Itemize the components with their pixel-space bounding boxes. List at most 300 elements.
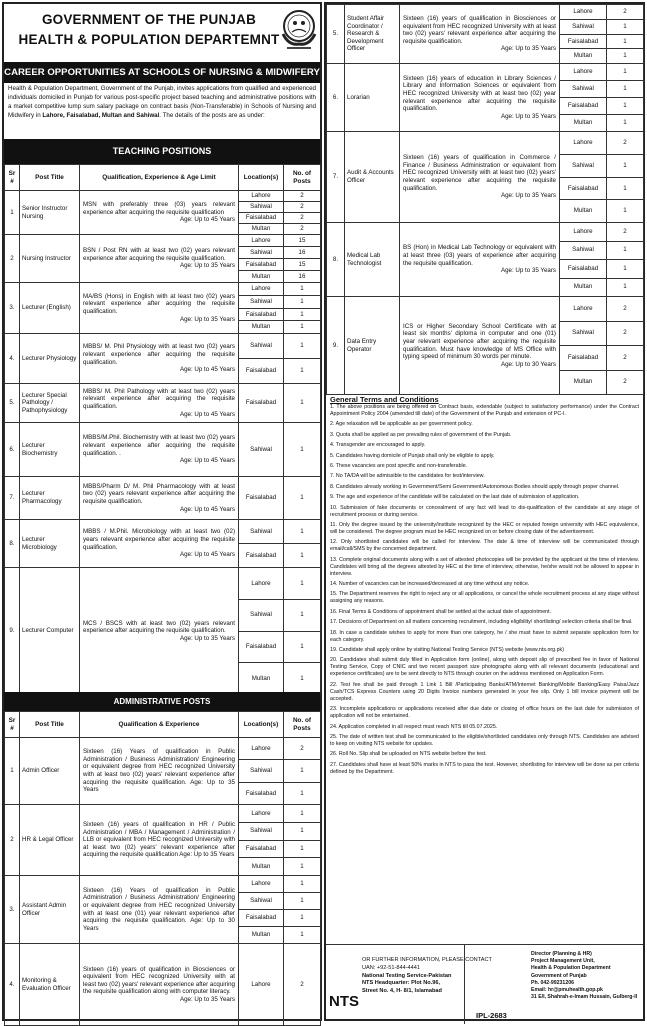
qualification-text: BSN / Post RN with at least two (02) years relevant experience after acquiring the requisite qualification.	[83, 247, 235, 262]
location: Faisalabad	[245, 789, 277, 797]
serial-number: 5.	[5, 384, 20, 423]
qualification-text: Sixteen (16) Years of qualification in Public Administration / Business Administration/ Engineering or equivalent degree from HEC recognized University with at least one (01) year relevant experience after acquiring the requisite qualification. Age: Up to 30 Years	[83, 886, 235, 932]
locations-cell	[560, 223, 607, 297]
term-item: 18. In case a candidate wishes to apply for more than one category, he / she must have to submit separate application form for each category.	[330, 629, 639, 643]
qualification-cell	[400, 297, 560, 395]
age-limit: Age: Up to 35 Years	[500, 192, 556, 200]
qualification-text: MA/BS (Hons) in English with at least two (02) years relevant experience after acquiring the requisite qualification.	[83, 292, 235, 315]
age-limit: Age: Up to 35 Years	[179, 634, 235, 642]
posts-cell	[284, 477, 321, 520]
qualification-text: MBBS/Pharm D/ M. Phil Pharmacology with at least two (02) years relevant experience after acquiring the requisite qualification.	[83, 482, 235, 505]
location: Sahiwal	[239, 247, 283, 259]
post-count: 1	[284, 334, 320, 359]
location: Sahiwal	[560, 242, 606, 261]
locations-cell	[239, 876, 284, 944]
location: Lahore	[239, 283, 283, 296]
post-count: 16	[298, 272, 306, 280]
post-title: Audit & Accounts Officer	[345, 132, 400, 223]
post-count: 2	[607, 297, 643, 322]
posts-cell	[284, 568, 321, 695]
locations-cell	[239, 334, 284, 384]
qualification-text: Sixteen (16) years of qualification in Commerce / Finance / Business Administration or equivalent from HEC recognized University with at least two (02) years' relevant experience after acquiring the requisite qualification.	[403, 154, 556, 192]
post-count: 1	[284, 893, 320, 910]
posts-cell	[284, 423, 321, 477]
post-count: 2	[300, 225, 304, 233]
location: Faisalabad	[239, 259, 283, 271]
location: Sahiwal	[239, 202, 283, 213]
post-count: 2	[284, 213, 320, 224]
post-count: 1	[284, 910, 320, 927]
location: Faisalabad	[239, 910, 283, 927]
post-count: 15	[284, 259, 320, 271]
qualification-cell	[80, 520, 239, 568]
serial-number: 9.	[327, 297, 345, 395]
post-count: 1	[623, 283, 627, 291]
location: Faisalabad	[245, 399, 277, 407]
post-count: 1	[300, 789, 304, 797]
qualification-text: Sixteen (16) years of education in Library Sciences / Library and Information Sciences or equivalent from HEC recognized University with at least two (02) year relevant experience after acquiring the requisite qualification.	[403, 74, 556, 113]
locations-cell	[560, 64, 607, 132]
contact-line: Street No. 4, H- 8/1, Islamabad	[362, 988, 442, 995]
post-count: 1	[284, 600, 320, 632]
location: Lahore	[239, 191, 283, 202]
nts-logo: NTS	[329, 993, 359, 1010]
qualification-cell	[80, 384, 239, 423]
qualification-cell	[80, 191, 239, 235]
term-item: 6. These vacancies are post specific and non-transferable.	[330, 462, 468, 469]
table-header-row	[5, 712, 321, 738]
post-count: 16	[284, 247, 320, 259]
qualification-text: Sixteen (16) years of qualification in Biosciences or equivalent from HEC recognized University with at least two (02) years' relevant experience after acquiring the requisite qualification.	[403, 15, 556, 45]
post-title: Senior Instructor Nursing	[20, 191, 80, 235]
posts-cell	[284, 283, 321, 334]
location: Faisalabad	[239, 841, 283, 859]
age-limit: Age: Up to 45 Years	[179, 410, 235, 418]
post-count: 2	[284, 202, 320, 213]
column-header: Location(s)	[239, 165, 284, 191]
location: Faisalabad	[245, 494, 277, 502]
posts-cell	[284, 876, 321, 944]
post-count: 1	[300, 323, 304, 331]
table-row	[5, 191, 321, 235]
post-count: 1	[300, 551, 304, 559]
intro-cities: Lahore, Faisalabad, Multan and Sahiwal	[42, 112, 160, 119]
qualification-cell	[400, 5, 560, 64]
term-item: 23. Incomplete applications or applications received after due date or closing of office hours on the last date for submission of application will not be entertained.	[330, 706, 639, 720]
post-count: 1	[284, 568, 320, 600]
serial-number: 4.	[5, 944, 20, 1026]
location: Multan	[251, 272, 271, 280]
location: Multan	[251, 225, 271, 233]
column-header: Location(s)	[239, 712, 284, 738]
location: Lahore	[239, 568, 283, 600]
term-item: 14. Number of vacancies can be increased/decreased at any time without any notice.	[330, 581, 530, 588]
location: Multan	[251, 931, 271, 939]
column-header: Qualification, Experience & Age Limit	[80, 165, 239, 191]
term-item: 15. The Department reserves the right to reject any or all applications, or cancel the whole recruitment process at any stage without assigning any reasons.	[330, 591, 639, 605]
address-line: Director (Planning & HR)	[531, 951, 592, 957]
qualification-text: BS (Hon) in Medical Lab Technology or equivalent with at least three (03) years of experience after acquiring the requisite qualification.	[403, 244, 556, 267]
address-line: Health & Population Department	[531, 965, 611, 972]
location: Sahiwal	[239, 296, 283, 309]
post-count: 1	[284, 520, 320, 544]
term-item: 12. Only shortlisted candidates will be called for interview. The date & time of interview will be communicated through email/call/SMS by the concerned department.	[330, 539, 639, 553]
post-title: Medical Lab Technologist	[345, 223, 400, 297]
locations-cell	[239, 423, 284, 477]
post-title: Lorarian	[345, 64, 400, 132]
posts-cell	[607, 64, 644, 132]
terms-section	[330, 396, 639, 779]
term-item: 24. Application completed in all respect must reach NTS till 05.07.2025.	[330, 723, 498, 730]
post-count: 1	[607, 81, 643, 98]
post-count: 2	[284, 738, 320, 760]
locations-cell	[239, 568, 284, 695]
post-count: 1	[623, 207, 627, 215]
serial-number: 5.	[327, 5, 345, 64]
age-limit: Age: Up to 35 Years	[179, 262, 235, 270]
post-title: Lecturer (English)	[20, 283, 80, 334]
location: Lahore	[239, 876, 283, 893]
term-item: 2. Age relaxation will be applicable as per government policy.	[330, 421, 473, 428]
locations-cell	[239, 520, 284, 568]
location: Faisalabad	[245, 551, 277, 559]
location: Sahiwal	[239, 520, 283, 544]
post-count: 1	[607, 98, 643, 115]
post-count: 2	[607, 346, 643, 371]
address-line: Project Management Unit,	[531, 958, 595, 965]
qualification-cell	[80, 876, 239, 944]
locations-cell	[239, 738, 284, 805]
intro-text-end: . The details of the posts are as under:	[159, 112, 265, 119]
location: Faisalabad	[560, 178, 606, 201]
location: Multan	[251, 674, 271, 682]
post-count: 1	[300, 931, 304, 939]
address-line: Ph. 042-99231206	[531, 979, 574, 986]
locations-cell	[560, 297, 607, 395]
posts-cell	[607, 5, 644, 64]
post-count: 1	[300, 367, 304, 375]
posts-cell	[284, 191, 321, 235]
contact-line: OR FURTHER INFORMATION, PLEASE CONTACT	[362, 957, 492, 963]
address-line: Government of Punjab	[531, 972, 587, 979]
qualification-cell	[80, 568, 239, 695]
serial-number: 3.	[5, 876, 20, 944]
post-count: 1	[607, 64, 643, 81]
table-row	[5, 805, 321, 876]
post-title: Lecturer Biochemistry	[20, 423, 80, 477]
table-row	[5, 944, 321, 1026]
serial-number: 1	[5, 738, 20, 805]
posts-cell	[607, 132, 644, 223]
intro-paragraph	[8, 84, 316, 120]
serial-number: 6.	[327, 64, 345, 132]
career-banner: CAREER OPPORTUNITIES AT SCHOOLS OF NURSING & MIDWIFERY	[4, 62, 320, 83]
location: Lahore	[239, 805, 283, 823]
term-item: 26. Roll No. Slip shall be uploaded on NTS website before the test.	[330, 751, 487, 758]
admin-heading: ADMINISTRATIVE POSTS	[4, 692, 320, 711]
header-line-1: GOVERNMENT OF THE PUNJAB	[41, 12, 257, 27]
location: Lahore	[560, 132, 606, 155]
term-item: 16. Final Terms & Conditions of appointment shall be settled at the actual date of appointment.	[330, 608, 552, 615]
table-row	[327, 132, 644, 223]
post-count: 2	[607, 322, 643, 347]
location: Multan	[251, 862, 271, 870]
post-title: Student Affair Coordinator / Research & Development Officer	[345, 5, 400, 64]
term-item: 10. Submission of fake documents or concealment of any fact will lead to dis-qualification of the candidate at any stage of recruitment process or during service.	[330, 504, 639, 518]
post-title: HR & Legal Officer	[20, 805, 80, 876]
footer	[326, 944, 643, 1024]
location: Faisalabad	[239, 309, 283, 322]
post-title: Lecturer Special Pathology / Pathophysiology	[20, 384, 80, 423]
location: Multan	[573, 52, 593, 60]
column-header: Sr #	[5, 165, 20, 191]
location: Sahiwal	[560, 155, 606, 178]
location: Lahore	[560, 64, 606, 81]
serial-number: 8.	[5, 520, 20, 568]
post-count: 1	[284, 823, 320, 841]
table-row	[5, 876, 321, 944]
location: Multan	[573, 207, 593, 215]
posts-cell	[284, 520, 321, 568]
location: Lahore	[560, 297, 606, 322]
serial-number: 2	[5, 235, 20, 283]
post-count: 2	[607, 223, 643, 242]
post-count: 1	[284, 632, 320, 664]
qualification-text: ICS or Higher Secondary School Certificate with at least six months' diploma in computer and one (01) year relevant experience after acquiring the requisite qualification. Must have knowledge of MS Office with typing speed of minimum 30 words per minute.	[403, 322, 556, 361]
term-item: 20. Candidates shall submit duly filled in Application form (online), along with deposit slip of prescribed fee in favor of National Testing Service, Copy of CNIC and two recent passport size photographs along with all relevant documents (educational and experience certificates) are to be sent directly to NTS through courier on the address mentioned on Application Form.	[330, 657, 639, 678]
serial-number: 3.	[5, 283, 20, 334]
location: Multan	[573, 283, 593, 291]
column-header: Post Title	[20, 165, 80, 191]
qualification-text: MCS / BSCS with at least two (02) years relevant experience after acquiring the requisite qualification.	[83, 619, 235, 635]
terms-heading: General Terms and Conditions	[330, 395, 439, 404]
post-count: 1	[607, 35, 643, 50]
address-line: Email: hr@pmuhealth.gop.pk	[531, 987, 603, 994]
posts-cell	[607, 223, 644, 297]
post-title: Assistant Admin Officer	[20, 876, 80, 944]
serial-number: 4.	[5, 334, 20, 384]
term-item: 8. Candidates already working in Government/Semi Government/Autonomous Bodies should apply through proper channel.	[330, 483, 620, 490]
location: Faisalabad	[245, 367, 277, 375]
post-count: 2	[607, 5, 643, 20]
location: Sahiwal	[239, 893, 283, 910]
contact-line: UAN: +92-51-844-4441	[362, 964, 420, 971]
post-count: 1	[284, 309, 320, 322]
serial-number: 2	[5, 805, 20, 876]
location: Sahiwal	[560, 20, 606, 35]
table-row	[5, 738, 321, 805]
locations-cell	[239, 191, 284, 235]
term-item: 22. Test fee shall be paid through 1 Link 1 Bill /Participating Banks/ATM/Internet Banking/Mobile Banking/Easy Paisa/Jazz Cash/TCS Express Counters using 20 Digits Invoice numbers generated in your fee slip. Only 1 bill invoice payment will be accepted.	[330, 681, 639, 702]
location: Lahore	[239, 235, 283, 247]
department-logo-icon	[279, 8, 319, 52]
qualification-cell	[400, 64, 560, 132]
posts-cell	[284, 738, 321, 805]
age-limit: Age: Up to 35 Years	[500, 267, 556, 275]
post-count: 1	[607, 178, 643, 201]
locations-cell	[239, 283, 284, 334]
qualification-cell	[80, 235, 239, 283]
location: Faisalabad	[560, 346, 606, 371]
age-limit: Age: Up to 35 Years	[179, 995, 235, 1003]
location: Sahiwal	[239, 760, 283, 782]
right-column	[324, 2, 645, 1021]
location: Faisalabad	[239, 213, 283, 224]
table-row	[5, 235, 321, 283]
locations-cell	[239, 235, 284, 283]
location: Faisalabad	[560, 35, 606, 50]
location: Lahore	[560, 5, 606, 20]
post-count: 1	[300, 862, 304, 870]
table-row	[5, 477, 321, 520]
table-row	[5, 423, 321, 477]
posts-cell	[607, 297, 644, 395]
post-count: 2	[607, 132, 643, 155]
term-item: 4. Transgender are encouraged to apply.	[330, 442, 426, 449]
term-item: 1. The above positions are being offered on Contract basis, extendable (subject to satisfactory performance) under the Contract Appointment Policy 2004 (amended till date) of the Government of the Punjab and extension of PC-I.	[330, 404, 639, 417]
post-count: 1	[623, 119, 627, 127]
column-header: No. of Posts	[284, 712, 321, 738]
locations-cell	[239, 944, 284, 1026]
post-count: 1	[300, 674, 304, 682]
table-row	[327, 5, 644, 64]
qualification-cell	[80, 423, 239, 477]
location: Sahiwal	[560, 322, 606, 347]
posts-cell	[284, 944, 321, 1026]
qualification-text: Sixteen (16) Years of qualification in Public Administration / Business Administration/ Engineering or equivalent degree from HEC recognized University with at least two (02) years' relevant experience after acquiring the requisite qualification. Age: Up to 35 Years	[83, 748, 235, 794]
serial-number: 7.	[5, 477, 20, 520]
posts-cell	[284, 334, 321, 384]
qualification-cell	[400, 223, 560, 297]
location: Lahore	[251, 980, 271, 988]
term-item: 13. Complete original documents along with a set of attested photocopies will be provided by the applicant at the time of interview. Candidates will bring all the degrees attested by HEC at the time of interview, otherwise, he/she would not be allowed to appear in interview.	[330, 556, 639, 577]
locations-cell	[239, 477, 284, 520]
post-count: 1	[300, 494, 304, 502]
post-count: 1	[284, 296, 320, 309]
contact-line: NTS Headquarter: Plot No.96,	[362, 980, 441, 987]
age-limit: Age: Up to 35 Years	[500, 45, 556, 53]
serial-number: 9.	[5, 568, 20, 695]
locations-cell	[239, 384, 284, 423]
locations-cell	[239, 805, 284, 876]
location: Faisalabad	[239, 632, 283, 664]
term-item: 17. Decisions of Department on all matters concerning recruitment, including eligibility/ shortlisting/ selection criteria shall be final.	[330, 619, 633, 626]
age-limit: Age: Up to 45 Years	[179, 551, 235, 559]
post-title: Lecturer Physiology	[20, 334, 80, 384]
header-line-2: HEALTH & POPULATION DEPARTEMNT	[18, 32, 280, 47]
term-item: 9. The age and experience of the candidate will be calculated on the last date of submission of application.	[330, 494, 580, 501]
term-item: 25. The date of written test shall be communicated to the eligible/shortlisted candidates only through NTS. Candidates are advised to keep on visiting NTS website for updates.	[330, 733, 639, 747]
post-title: Lecturer Computer	[20, 568, 80, 695]
location: Sahiwal	[560, 81, 606, 98]
locations-cell	[560, 5, 607, 64]
post-count: 1	[284, 283, 320, 296]
post-count: 1	[300, 445, 304, 453]
qualification-text: Sixteen (16) years of qualification in Biosciences or equivalent from HEC recognized University with at least two (02) years' relevant experience after acquiring the requisite qualification along with computer literacy.	[83, 965, 235, 996]
ipl-code: IPL-2683	[476, 1011, 507, 1020]
post-count: 1	[284, 760, 320, 782]
table-header-row	[5, 165, 321, 191]
admin-table	[4, 711, 321, 1026]
qualification-cell	[400, 132, 560, 223]
column-header: No. of Posts	[284, 165, 321, 191]
term-item: 19. Candidate shall apply online by visiting National Testing Service (NTS) website (www.nts.org.pk)	[330, 647, 564, 654]
age-limit: Age: Up to 30 Years	[500, 360, 556, 368]
column-header: Post Title	[20, 712, 80, 738]
location: Multan	[573, 378, 593, 386]
location: Multan	[251, 323, 271, 331]
serial-number: 6.	[5, 423, 20, 477]
post-count: 1	[607, 155, 643, 178]
post-title: Monitoring & Evaluation Officer	[20, 944, 80, 1026]
age-limit: Age: Up to 45 Years	[179, 216, 235, 224]
age-limit: Age: Up to 45 Years	[179, 457, 235, 465]
serial-number: 7.	[327, 132, 345, 223]
location: Lahore	[560, 223, 606, 242]
table-row	[327, 64, 644, 132]
post-title: Lecturer Microbiology	[20, 520, 80, 568]
post-title: Data Entry Operator	[345, 297, 400, 395]
teaching-table	[4, 164, 321, 695]
qualification-cell	[80, 805, 239, 876]
term-item: 5. Candidates having domicile of Punjab shall only be eligible to apply.	[330, 452, 495, 459]
post-count: 1	[284, 876, 320, 893]
qualification-cell	[80, 283, 239, 334]
qualification-cell	[80, 477, 239, 520]
post-count: 1	[607, 260, 643, 279]
table-row	[5, 334, 321, 384]
qualification-cell	[80, 738, 239, 805]
term-item: 7. No TA/DA will be admissible to the candidates for test/interview.	[330, 473, 485, 480]
post-count: 1	[607, 20, 643, 35]
intro-text: Health & Population Department, Government of the Punjab, invites applications from qualified and experienced individuals domiciled in Punjab for various post-specific project based teaching and administrative positions with a market competitive lump sum salary package on contract basis (Non-Transferable) in Schools of Nursing and Midwifery in	[8, 85, 316, 119]
location: Faisalabad	[560, 260, 606, 279]
qualification-cell	[80, 944, 239, 1026]
location: Lahore	[239, 738, 283, 760]
table-row	[5, 520, 321, 568]
post-count: 2	[284, 191, 320, 202]
contact-line: National Testing Service-Pakistan	[362, 972, 452, 979]
location: Sahiwal	[239, 600, 283, 632]
term-item: 27. Candidates shall have at least 50% marks in NTS to pass the test. However, shortlisting for interview will be done as per criteria defined by the Department.	[330, 761, 639, 775]
column-header: Sr #	[5, 712, 20, 738]
left-column	[2, 2, 322, 1021]
qualification-text: MBBS / M.Phil. Microbiology with at least two (02) years relevant experience after acquiring the requisite qualification.	[83, 528, 235, 551]
posts-cell	[284, 384, 321, 423]
teaching-heading: TEACHING POSITIONS	[4, 139, 320, 164]
serial-number: 8.	[327, 223, 345, 297]
location: Faisalabad	[560, 98, 606, 115]
age-limit: Age: Up to 35 Years	[500, 112, 556, 120]
qualification-text: Sixteen (16) years of qualification in HR / Public Administration / MBA / Management / Administration / LLB or equivalent from HEC recognized University with at least two (02) years' relevant experience after acquiring the requisite qualification Age: Up to 35 Years	[83, 821, 235, 859]
table-row	[5, 283, 321, 334]
post-count: 2	[623, 378, 627, 386]
post-count: 1	[284, 841, 320, 859]
location: Sahiwal	[239, 334, 283, 359]
location: Multan	[573, 119, 593, 127]
age-limit: Age: Up to 35 Years	[179, 315, 235, 323]
table-row	[327, 297, 644, 395]
location: Sahiwal	[250, 445, 272, 453]
post-count: 15	[284, 235, 320, 247]
term-item: 3. Quota shall be applied as per prevailing rules of government of the Punjab.	[330, 431, 512, 438]
post-count: 1	[300, 399, 304, 407]
locations-cell	[560, 132, 607, 223]
table-row	[327, 223, 644, 297]
age-limit: Age: Up to 45 Years	[179, 366, 235, 374]
column-header: Qualification & Experience	[80, 712, 239, 738]
post-title: Nursing Instructor	[20, 235, 80, 283]
